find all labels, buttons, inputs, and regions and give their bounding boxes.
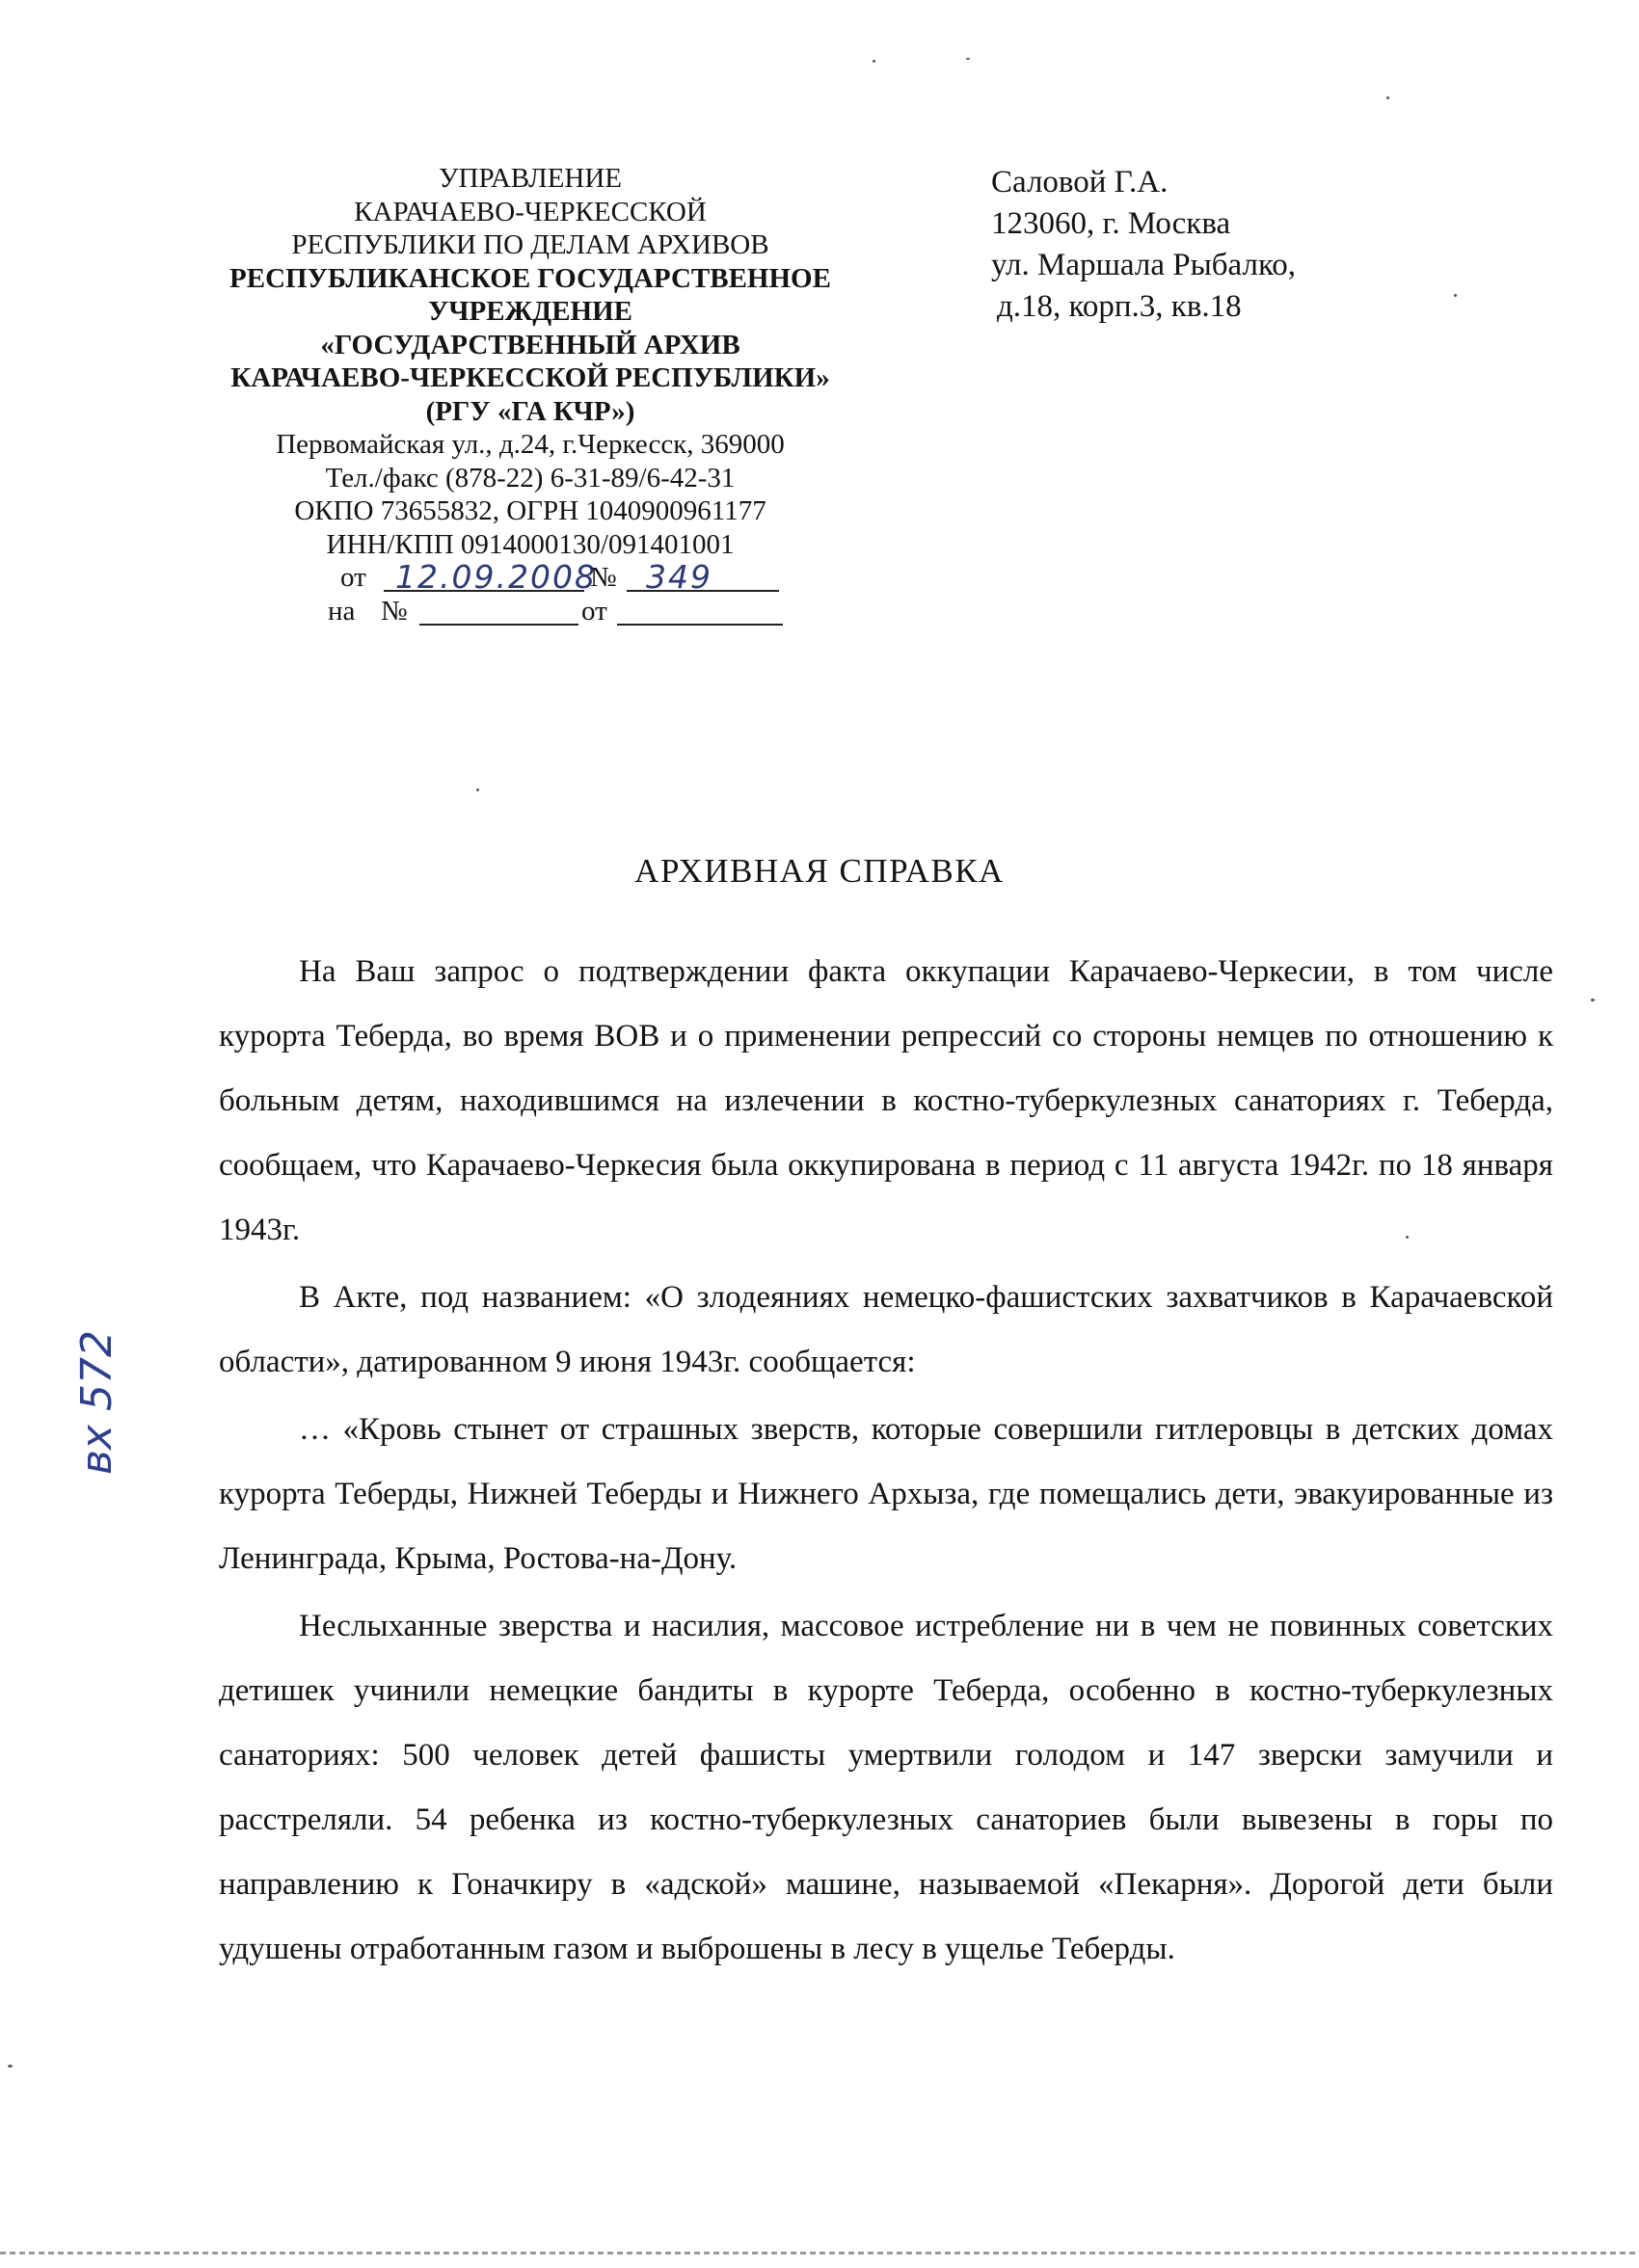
reply-number-underline [419,595,578,626]
org-line-1: УПРАВЛЕНИЕ [438,163,623,194]
recipient-block [991,162,1492,328]
reply-prefix: на [328,596,356,627]
reply-reference [193,595,868,628]
paragraph-3: … «Кровь стынет от страшных зверств, которые совершили гитлеровцы в детских домах курорта Теберды, Нижней Теберды и Нижнего Архыза, где помещались дети, эвакуированные из Ленинграда, Крыма, Ростова-на-Дону. [219,1412,1553,1576]
letterhead [193,162,868,628]
scan-speck [1454,294,1457,297]
scan-speck [1406,1236,1409,1239]
recipient-street: ул. Маршала Рыбалко, [991,248,1297,282]
org-bold-line-4: КАРАЧАЕВО-ЧЕРКЕССКОЙ РЕСПУБЛИКИ» [230,362,830,393]
recipient-name: Саловой Г.А. [991,165,1169,200]
org-bold-line-1: РЕСПУБЛИКАНСКОЕ ГОСУДАРСТВЕННОЕ [229,262,831,294]
scan-speck [8,2065,13,2068]
org-line-2: КАРАЧАЕВО-ЧЕРКЕССКОЙ [354,196,707,227]
number-prefix: № [590,562,617,593]
recipient-city: 123060, г. Москва [991,206,1231,241]
org-inn-kpp: ИНН/КПП 0914000130/091401001 [326,528,735,560]
handwritten-margin-note: вх 572 [71,1330,121,1475]
recipient-building: д.18, корп.3, кв.18 [997,289,1242,324]
org-okpo-ogrn: ОКПО 73655832, ОГРН 1040900961177 [294,495,766,526]
handwritten-number: 349 [646,558,712,596]
scan-bottom-edge [0,2252,1639,2255]
paragraph-1: На Ваш запрос о подтверждении факта оккупации Карачаево-Черкесии, в том числе курорта Теберда, во время ВОВ и о применении репрессий со стороны немцев по отношению к больным детям, находившимся на излечении в костно-туберкулезных санаториях г. Теберда, сообщаем, что Карачаево-Черкесия была оккупирована в период с 11 августа 1942г. по 18 января 1943г. [219,954,1553,1247]
org-bold-line-2: УЧРЕЖДЕНИЕ [427,296,633,327]
org-line-3: РЕСПУБЛИКИ ПО ДЕЛАМ АРХИВОВ [291,229,769,260]
document-title: АРХИВНАЯ СПРАВКА [634,852,1005,890]
outgoing-reference [193,558,868,596]
org-bold-line-5: (РГУ «ГА КЧР») [425,395,635,427]
date-prefix: от [340,562,366,593]
paragraph-4: Неслыханные зверства и насилия, массовое истребление ни в чем не повинных советских детишек учинили немецкие бандиты в курорте Теберда, особенно в костно-туберкулезных санаториях: 500 человек детей фашисты умертвили голодом и 147 зверски замучили и расстреляли. 54 ребенка из костно-туберкулезных санаториев были вывезены в горы по направлению к Гоначкиру в «адской» машине, называемой «Пекарня». Дорогой дети были удушены отработанным газом и выброшены в лесу в ущелье Теберды. [219,1609,1553,1966]
reply-date-prefix: от [581,596,607,627]
reply-date-underline [617,595,783,626]
org-address: Первомайская ул., д.24, г.Черкесск, 369000 [276,429,785,460]
document-body [219,940,1553,1982]
scan-speck [1386,96,1389,99]
handwritten-date: 12.09.2008 [395,558,597,596]
org-phone: Тел./факс (878-22) 6-31-89/6-42-31 [325,462,736,494]
org-bold-line-3: «ГОСУДАРСТВЕННЫЙ АРХИВ [320,329,740,360]
scan-speck [1591,999,1595,1001]
scan-speck [873,60,875,63]
scan-speck [966,58,970,60]
paragraph-2: В Акте, под названием: «О злодеяниях немецко-фашистских захватчиков в Карачаевской области», датированном 9 июня 1943г. сообщается: [219,1280,1553,1379]
reply-number-prefix: № [381,596,408,627]
scan-speck [476,788,479,791]
